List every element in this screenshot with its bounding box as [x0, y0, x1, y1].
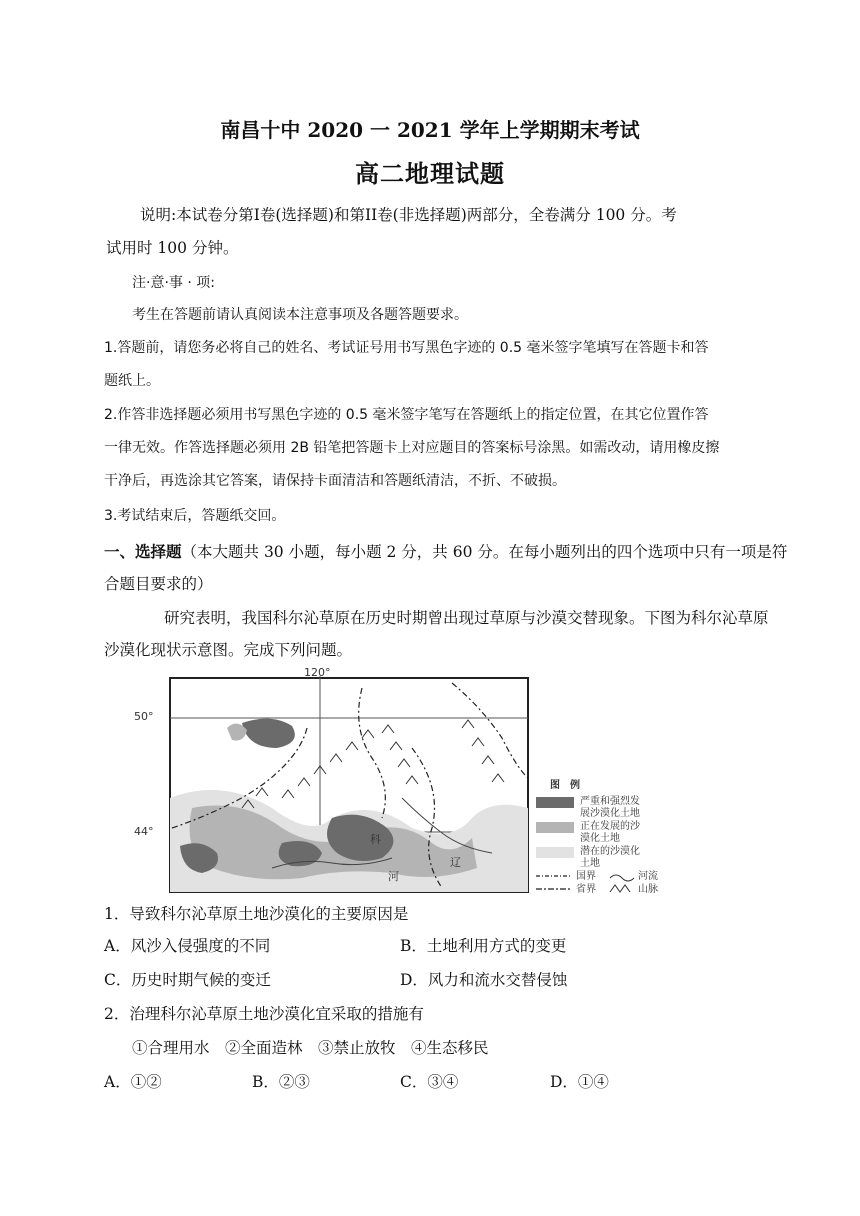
- legend-mountain-icon: [610, 885, 630, 892]
- section-heading: 一、选择题: [104, 542, 182, 561]
- legend-label: 严重和强烈发: [580, 796, 640, 807]
- question-2-option-b[interactable]: B．②③: [252, 1073, 310, 1091]
- legend-label: 省界: [576, 884, 596, 894]
- notice-heading: 注·意·事 · 项:: [132, 275, 215, 291]
- legend-label: 土地: [580, 858, 600, 869]
- exam-title: 南昌十中 2020 一 2021 学年上学期期末考试: [220, 118, 640, 142]
- meridian-label: 120°: [304, 668, 331, 679]
- place-label: 科: [370, 833, 381, 846]
- lat-44-label: 44°: [134, 825, 154, 838]
- legend-title: 图 例: [550, 780, 580, 791]
- map-legend: [536, 778, 658, 894]
- section-description: （本大题共 30 小题，每小题 2 分，共 60 分。在每小题列出的四个选项中只有一项是符: [181, 543, 788, 561]
- intro-line-1: 说明:本试卷分第Ⅰ卷(选择题)和第ⅠⅠ卷(非选择题)两部分，全卷满分 100 分。考: [140, 206, 677, 224]
- legend-river-line: [610, 875, 634, 881]
- question-1-option-d[interactable]: D．风力和流水交替侵蚀: [400, 971, 568, 989]
- legend-label: 展沙漠化土地: [580, 808, 640, 819]
- question-2-option-c[interactable]: C．③④: [400, 1073, 459, 1091]
- notice-item-3: 3.考试结束后，答题纸交回。: [104, 508, 286, 524]
- question-1-option-b[interactable]: B．土地利用方式的变更: [400, 937, 567, 955]
- place-label: 辽: [450, 856, 461, 869]
- notice-item-2-line-1: 2.作答非选择题必须用书写黑色字迹的 0.5 毫米签字笔写在答题纸上的指定位置，在其它位置作答: [104, 407, 709, 423]
- passage-line-2: 沙漠化现状示意图。完成下列问题。: [104, 641, 353, 659]
- passage-line-1: 研究表明，我国科尔沁草原在历史时期曾出现过草原与沙漠交替现象。下图为科尔沁草原: [164, 609, 769, 627]
- legend-label: 漠化土地: [580, 833, 620, 844]
- notice-item-1-line-2: 题纸上。: [104, 373, 160, 389]
- legend-label: 山脉: [638, 884, 658, 894]
- legend-label: 国界: [576, 871, 596, 882]
- question-2-option-a[interactable]: A．①②: [104, 1073, 162, 1091]
- desertification-map: [132, 668, 712, 894]
- question-2-items: ①合理用水 ②全面造林 ③禁止放牧 ④生态移民: [132, 1039, 489, 1057]
- exam-subtitle: 高二地理试题: [355, 159, 505, 188]
- notice-item-1-line-1: 1.答题前，请您务必将自己的姓名、考试证号用书写黑色字迹的 0.5 毫米签字笔填写在答题卡和答: [104, 340, 709, 356]
- legend-swatch-developing: [536, 822, 574, 833]
- intro-line-2: 试用时 100 分钟。: [106, 239, 239, 257]
- notice-item-2-line-2: 一律无效。作答选择题必须用 2B 铅笔把答题卡上对应题目的答案标号涂黑。如需改动，请用橡皮擦: [104, 440, 720, 456]
- question-2-option-d[interactable]: D．①④: [550, 1073, 609, 1091]
- section-description-line-2: 合题目要求的）: [104, 575, 213, 593]
- notice-item-2-line-3: 干净后，再选涂其它答案，请保持卡面清洁和答题纸清洁，不折、不破损。: [104, 473, 566, 489]
- question-1-stem: 1．导致科尔沁草原土地沙漠化的主要原因是: [104, 905, 409, 923]
- lat-50-label: 50°: [134, 710, 154, 723]
- question-2-stem: 2．治理科尔沁草原土地沙漠化宜采取的措施有: [104, 1005, 424, 1023]
- legend-label: 正在发展的沙: [580, 821, 640, 832]
- notice-lead: 考生在答题前请认真阅读本注意事项及各题答题要求。: [132, 307, 468, 323]
- place-label: 河: [388, 870, 399, 883]
- legend-swatch-severe: [536, 797, 574, 808]
- legend-label: 河流: [638, 871, 658, 882]
- question-1-option-c[interactable]: C．历史时期气候的变迁: [104, 971, 271, 989]
- question-1-option-a[interactable]: A．风沙入侵强度的不同: [104, 937, 271, 955]
- legend-label: 潜在的沙漠化: [580, 846, 640, 857]
- legend-swatch-potential: [536, 847, 574, 858]
